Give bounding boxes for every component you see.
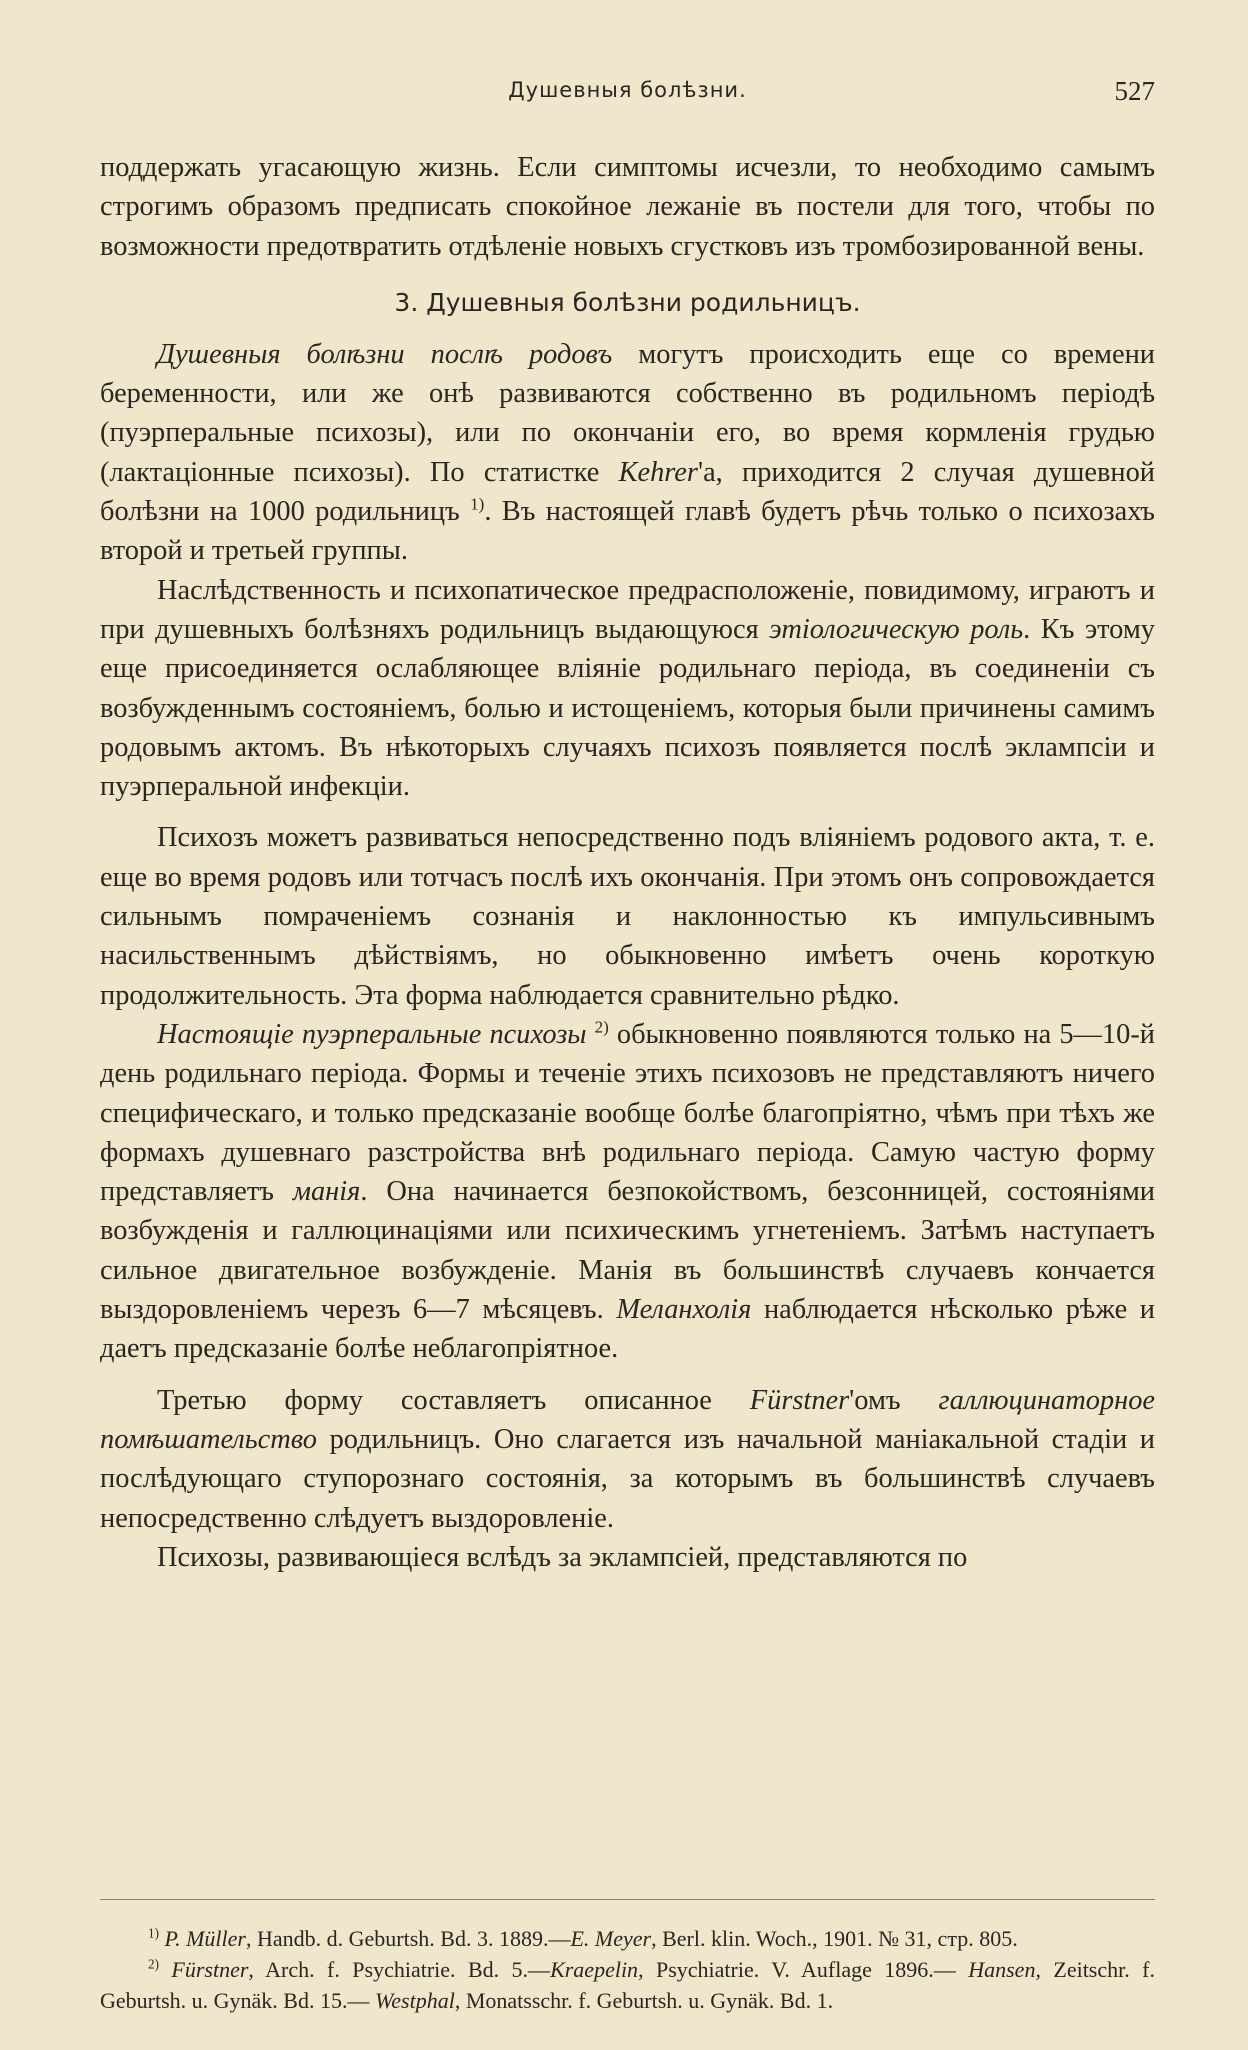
paragraph <box>100 1381 1155 1538</box>
paragraph-text: 'омъ <box>849 1384 939 1416</box>
author-name: Fürstner <box>171 1957 249 1982</box>
page-number: 527 <box>1114 76 1155 106</box>
italic-term: манія <box>292 1176 361 1208</box>
footnote-ref: 2) <box>594 1017 609 1037</box>
author-name: Hansen <box>968 1957 1036 1982</box>
footnote-mark: 1) <box>148 1925 159 1941</box>
paragraph <box>100 335 1155 571</box>
paragraph-text: наблюдается нѣсколько рѣже и даетъ предсказаніе болѣе неблагопріятное. <box>100 1294 1155 1365</box>
paragraph <box>100 1538 1155 1577</box>
footnote-text <box>159 1957 171 1982</box>
author-name: P. Müller <box>164 1926 246 1951</box>
author-name: Westphal <box>374 1988 455 2013</box>
paragraph <box>100 148 1155 266</box>
footnote-text: , Monatsschr. f. Geburtsh. u. Gynäk. Bd. 1. <box>454 1988 834 2013</box>
footnotes <box>100 1923 1155 2016</box>
paragraph <box>100 571 1155 807</box>
paragraph <box>100 1015 1155 1369</box>
page-header <box>100 78 1155 112</box>
paragraph-text: Психозъ можетъ развиваться непосредственно подъ вліяніемъ родового акта, т. е. еще во время родовъ или тотчасъ послѣ ихъ окончанія. При этомъ онъ сопровождается сильнымъ помраченіемъ сознанія и наклонностью къ импульсивнымъ насильственнымъ дѣйствіямъ, но обыкновенно имѣетъ очень короткую продолжительность. Эта форма наблюдается сравнительно рѣдко. <box>100 822 1155 1011</box>
footnote <box>100 1954 1155 2016</box>
page-body <box>100 148 1155 1577</box>
author-name: E. Meyer <box>570 1926 652 1951</box>
paragraph-text: Психозы, развивающіеся вслѣдъ за эклампсіей, представляются по <box>157 1541 968 1573</box>
paragraph <box>100 818 1155 1014</box>
paragraph-text: . Въ настоящей главѣ будетъ рѣчь только о психозахъ второй и третьей группы. <box>100 496 1155 567</box>
footnote-mark: 2) <box>148 1956 159 1972</box>
footnote-text: , Berl. klin. Woch., 1901. № 31, стр. 805. <box>651 1926 1018 1951</box>
italic-term: этіологическую роль <box>769 613 1024 645</box>
paragraph-text: . Она начинается безпокойствомъ, безсонницей, состояніями возбужденія и галлюцинаціями или психическимъ угнетеніемъ. Затѣмъ наступаетъ сильное двигательное возбужденіе. Манія въ большинствѣ случаевъ кончается выздоровленіемъ черезъ 6—7 мѣсяцевъ. <box>100 1176 1155 1326</box>
paragraph-text: . Къ этому еще присоединяется ослабляющее вліяніе родильнаго періода, въ соединеніи съ возбужденнымъ состояніемъ, болью и истощеніемъ, которыя были причинены самимъ родовымъ актомъ. Въ нѣкоторыхъ случаяхъ психозъ появляется послѣ эклампсіи и пуэрперальной инфекціи. <box>100 613 1155 803</box>
paragraph-text: могутъ происходить еще со времени беременности, или же онѣ развиваются собственно въ родильномъ періодѣ (пуэрперальные психозы), или по окончаніи его, во время кормленія грудью (лактаціонные психозы). По статистке <box>100 338 1155 488</box>
paragraph-text: 'а, приходится 2 случая душевной болѣзни на 1000 родильницъ <box>100 456 1155 528</box>
paragraph-text: Третью форму составляетъ описанное <box>157 1384 750 1416</box>
italic-term: Меланхолія <box>616 1294 752 1326</box>
footnote-text: , Zeitschr. f. Geburtsh. u. Gynäk. Bd. 15.— <box>100 1957 1155 2013</box>
author-name: Fürstner <box>749 1384 850 1416</box>
footnote-text: , Psychiatrie. V. Auflage 1896.— <box>638 1957 969 1982</box>
paragraph-text: родильницъ. Оно слагается изъ начальной маніакальной стадіи и послѣдующаго ступорознаго состоянія, за которымъ въ большинствѣ случаевъ непосредственно слѣдуетъ выздоровленіе. <box>100 1423 1155 1534</box>
footnote-ref: 1) <box>470 494 485 514</box>
footnote-text: , Arch. f. Psychiatrie. Bd. 5.— <box>248 1957 551 1982</box>
paragraph-text: Наслѣдственность и психопатическое предрасположеніе, повидимому, играютъ и при душевныхъ болѣзняхъ родильницъ выдающуюся <box>100 574 1155 645</box>
author-name: Kraepelin <box>550 1957 639 1982</box>
italic-term: Настоящіе пуэрперальные психозы <box>157 1018 587 1050</box>
footnote <box>100 1923 1155 1954</box>
italic-term: галлюцинаторное помѣшательство <box>100 1384 1155 1455</box>
paragraph-text: обыкновенно появляются только на 5—10-й день родильнаго періода. Формы и теченіе этихъ психозовъ не представляютъ ничего специфическаго, и только предсказаніе вообще болѣе благопріятно, чѣмъ при тѣхъ же формахъ душевнаго разстройства внѣ родильнаго періода. Самую частую форму представляетъ <box>100 1018 1155 1208</box>
paragraph-text: поддержать угасающую жизнь. Если симптомы исчезли, то необходимо самымъ строгимъ образомъ предписать спокойное лежаніе въ постели для того, чтобы по возможности предотвратить отдѣленіе новыхъ сгустковъ изъ тромбозированной вены. <box>100 152 1155 262</box>
footnote-divider <box>100 1899 1155 1900</box>
italic-term: Душевныя болѣзни послѣ родовъ <box>157 338 613 370</box>
author-name: Kehrer <box>618 456 698 488</box>
footnote-text: , Handb. d. Geburtsh. Bd. 3. 1889.— <box>245 1926 571 1951</box>
section-title: 3. Душевныя болѣзни родильницъ. <box>394 287 861 317</box>
running-title: Душевныя болѣзни. <box>508 78 747 102</box>
